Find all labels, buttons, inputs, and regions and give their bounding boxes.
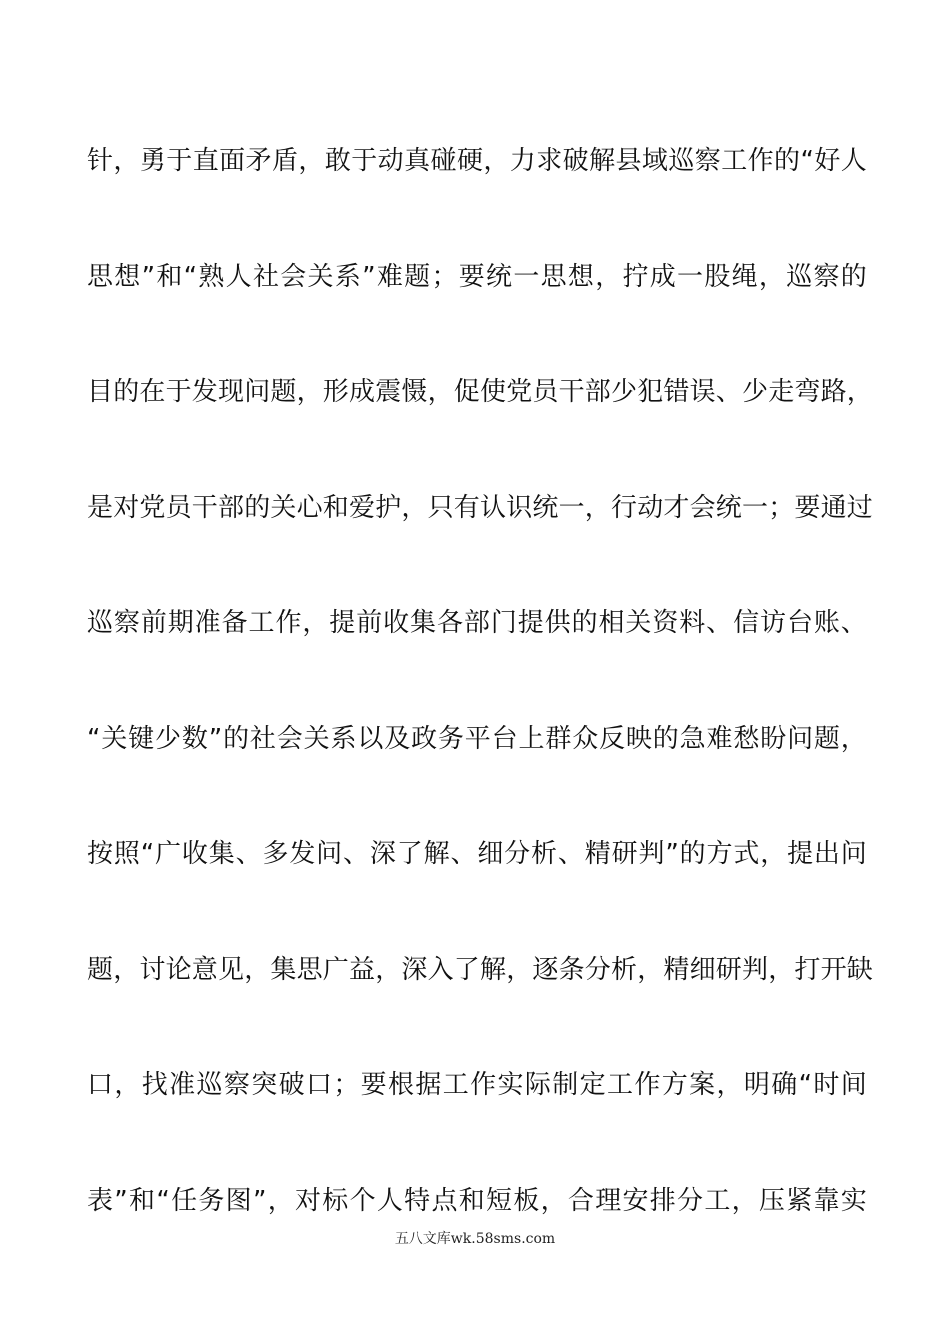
text-line: 巡察前期准备工作，提前收集各部门提供的相关资料、信访台账、 — [87, 608, 867, 638]
text-line: 题，讨论意见，集思广益，深入了解，逐条分析，精细研判，打开缺 — [87, 954, 874, 985]
text-line: “关键少数”的社会关系以及政务平台上群众反映的急难愁盼问题， — [87, 723, 867, 754]
text-line: 思想”和“熟人社会关系”难题；要统一思想，拧成一股绳，巡察的 — [87, 261, 867, 292]
text-line: 针，勇于直面矛盾，敢于动真碰硬，力求破解县域巡察工作的“好人 — [87, 146, 867, 176]
footer-watermark: 五八文库wk.58sms.com — [394, 1231, 556, 1247]
text-line: 表”和“任务图”，对标个人特点和短板，合理安排分工，压紧靠实 — [87, 1185, 867, 1216]
text-line: 按照“广收集、多发问、深了解、细分析、精研判”的方式，提出问 — [87, 839, 867, 869]
text-line: 目的在于发现问题，形成震慑，促使党员干部少犯错误、少走弯路， — [87, 377, 874, 407]
body-text — [87, 132, 874, 1230]
text-line: 是对党员干部的关心和爱护，只有认识统一，行动才会统一；要通过 — [87, 492, 874, 523]
text-line: 口，找准巡察突破口；要根据工作实际制定工作方案，明确“时间 — [87, 1070, 867, 1100]
